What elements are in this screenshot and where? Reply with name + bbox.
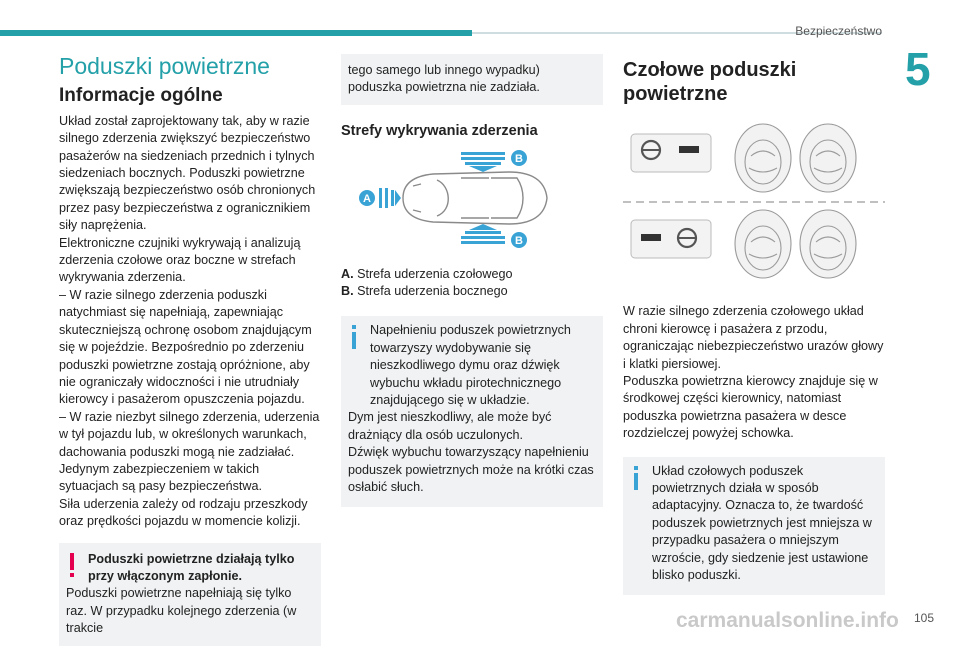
section-heading-frontal: Czołowe poduszki powietrzne: [623, 59, 797, 105]
diagram-legend: [341, 266, 603, 301]
paragraph: Układ został zaprojektowany tak, aby w razie silnego zderzenia zwiększyć bezpieczeństwo pasażerów na siedzeniach przednich i tylnych siedzeniach bocznych. Poduszki powietrzne zwiększają bezpieczeństwo osób chronionych przez pasy bezpieczeństwa z ogranicznikiem siły naprężenia.: [59, 113, 316, 233]
watermark: carmanualsonline.info: [676, 609, 899, 632]
info-text: Dym jest nieszkodliwy, ale może być drażniący dla osób uczulonych.: [348, 410, 552, 442]
paragraph: Poduszka powietrzna kierowcy znajduje się w środkowej części kierownicy, natomiast poduszka powietrzna pasażera w desce rozdzielczej powyżej schowka.: [623, 374, 878, 441]
warning-box-continued: [341, 54, 603, 105]
column-2: [341, 54, 603, 507]
airbag-seat-lower: [735, 210, 856, 278]
paragraph: W razie silnego zderzenia czołowego układ chroni kierowcę i pasażera z przodu, ograniczając niebezpieczeństwo urazów głowy i klatki piersiowej.: [623, 304, 884, 371]
info-icon-dot: [634, 466, 638, 470]
front-zone-arrows: [379, 188, 401, 208]
car-icon: [403, 172, 547, 224]
page-number: 105: [914, 611, 935, 625]
chapter-number: 5: [905, 43, 931, 95]
info-icon: [634, 473, 638, 490]
section-heading-zones: Strefy wykrywania zderzenia: [341, 122, 538, 139]
dashboard-driver-icon: [631, 134, 711, 172]
frontal-airbag-illustration: [623, 116, 885, 286]
info-icon: [352, 332, 356, 349]
info-box-adaptive: [623, 457, 885, 595]
warning-bold-text: Poduszki powietrzne działają tylko przy włączonym zapłonie.: [88, 551, 295, 583]
paragraph: – W razie niezbyt silnego zderzenia, uderzenia w tył pojazdu lub, w określonych warunkach, dachowania poduszki mogą nie zadziałać. Jedynym zabezpieczeniem w takich sytuacjach są pasy bezpieczeństwa.: [59, 409, 320, 494]
paragraph: Siła uderzenia zależy od rodzaju przeszkody oraz prędkości pojazdu w momencie kolizji.: [59, 496, 308, 529]
label-b-bottom: B: [515, 235, 523, 248]
warning-icon: [70, 553, 74, 570]
warning-box: [59, 543, 321, 646]
side-zone-bottom-arrows: [461, 224, 505, 244]
warning-icon-dot: [70, 573, 74, 577]
info-text: Napełnieniu poduszek powietrznych towarzyszy wydobywanie się nieszkodliwego dymu oraz dźwięk wybuchu wkładu pirotechnicznego znajdującego się w układzie.: [370, 323, 571, 408]
legend-item: A. Strefa uderzenia czołowego: [341, 266, 513, 281]
collision-zones-diagram: [341, 150, 603, 250]
warning-text-continued: tego samego lub innego wypadku) poduszka powietrzna nie zadziała.: [348, 63, 540, 95]
section-heading-general: Informacje ogólne: [59, 85, 223, 107]
airbag-seat-upper: [735, 124, 856, 192]
info-box: [341, 316, 603, 506]
column-1: [59, 54, 321, 646]
page-title: Poduszki powietrzne: [59, 53, 270, 79]
column-3: [623, 54, 885, 595]
section-name: Bezpieczeństwo: [795, 24, 882, 38]
paragraph: – W razie silnego zderzenia poduszki natychmiast się napełniają, zapewniając skuteczniejszą ochronę osobom znajdującym się w pojeździe. Bezpośrednio po zderzeniu poduszki powietrzne zostają opróżnione, aby nie ograniczały widoczności i nie utrudniały kierowcy i pasażerom opuszczenia pojazdu.: [59, 287, 312, 407]
info-text: Układ czołowych poduszek powietrznych działa w sposób adaptacyjny. Oznacza to, że twardość poduszek powietrznych jest mniejsza w przypadku pasażera o mniejszym wzroście, gdy siedzenie jest ustawione blisko poduszki.: [652, 463, 872, 583]
info-text: Dźwięk wybuchu towarzyszący napełnieniu poduszek powietrznych może na krótki czas osłabić słuch.: [348, 445, 594, 495]
warning-text: Poduszki powietrzne napełniają się tylko raz. W przypadku kolejnego zderzenia (w trakcie: [66, 586, 297, 636]
dashboard-passenger-icon: [631, 220, 711, 258]
label-a: A: [363, 193, 371, 206]
header-accent-bar: [0, 30, 472, 36]
label-b-top: B: [515, 153, 523, 166]
info-icon-dot: [352, 325, 356, 329]
paragraph: Elektroniczne czujniki wykrywają i analizują zderzenia czołowe oraz boczne w strefach wykrywania zderzenia.: [59, 235, 301, 285]
side-zone-top-arrows: [461, 152, 505, 172]
legend-item: B. Strefa uderzenia bocznego: [341, 284, 508, 299]
